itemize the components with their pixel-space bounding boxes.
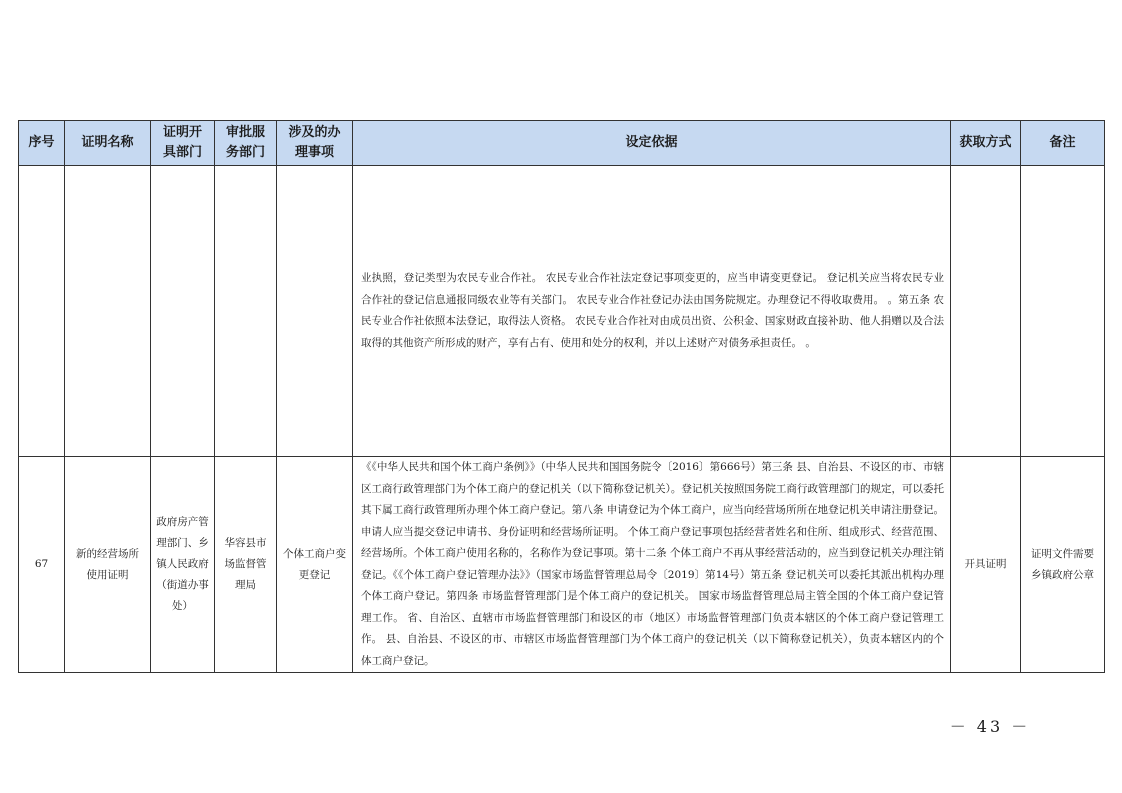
cell-basis — [353, 457, 951, 673]
cell-remark: 证明文件需要乡镇政府公章 — [1021, 457, 1105, 673]
certificate-table — [18, 120, 1105, 673]
cell-basis — [353, 166, 951, 457]
cell-approver — [215, 166, 277, 457]
table-row — [19, 166, 1105, 457]
cell-name — [65, 166, 151, 457]
header-row — [19, 121, 1105, 166]
header-name: 证明名称 — [65, 121, 151, 166]
table-row — [19, 457, 1105, 673]
cell-matter: 个体工商户变更登记 — [277, 457, 353, 673]
cell-seq: 67 — [19, 457, 65, 673]
basis-text: 业执照，登记类型为农民专业合作社。 农民专业合作社法定登记事项变更的，应当申请变更登记。 登记机关应当将农民专业合作社的登记信息通报同级农业等有关部门。 农民专业合作社登记办法由国务院规定。办理登记不得收取费用。 。第五条 农民专业合作社依照本法登记，取得法人资格。 农民专业合作社对由成员出资、公积金、国家财政直接补助、他人捐赠以及合法取得的其他资产所形成的财产，享有占有、使用和处分的权利，并以上述财产对债务承担责任。 。 — [361, 272, 944, 349]
cell-issuer — [151, 166, 215, 457]
cell-matter — [277, 166, 353, 457]
header-seq: 序号 — [19, 121, 65, 166]
header-approver: 审批服务部门 — [215, 121, 277, 166]
cell-method — [951, 166, 1021, 457]
header-matter: 涉及的办理事项 — [277, 121, 353, 166]
cell-method: 开具证明 — [951, 457, 1021, 673]
cell-approver: 华容县市场监督管理局 — [215, 457, 277, 673]
cell-seq — [19, 166, 65, 457]
header-method: 获取方式 — [951, 121, 1021, 166]
cell-remark — [1021, 166, 1105, 457]
page-number: － 43 － — [949, 717, 1031, 736]
cell-issuer: 政府房产管理部门、乡镇人民政府（街道办事处） — [151, 457, 215, 673]
header-remark: 备注 — [1021, 121, 1105, 166]
header-issuer: 证明开具部门 — [151, 121, 215, 166]
basis-text: 《《中华人民共和国个体工商户条例》》（中华人民共和国国务院令〔2016〕第666号）第三条 县、自治县、不设区的市、市辖区工商行政管理部门为个体工商户的登记机关（以下简称登记机关）。登记机关按照国务院工商行政管理部门的规定，可以委托其下属工商行政管理所办理个体工商户登记。第八条 申请登记为个体工商户，应当向经营场所所在地登记机关申请注册登记。申请人应当提交登记申请书、身份证明和经营场所证明。 个体工商户登记事项包括经营者姓名和住所、组成形式、经营范围、经营场所。个体工商户使用名称的，名称作为登记事项。第十二条 个体工商户不再从事经营活动的，应当到登记机关办理注销登记。《《个体工商户登记管理办法》》（国家市场监督管理总局令〔2019〕第14号）第五条 登记机关可以委托其派出机构办理个体工商户登记。第四条 市场监督管理部门是个体工商户的登记机关。 国家市场监督管理总局主管全国的个体工商户登记管理工作。 省、自治区、直辖市市场监督管理部门和设区的市（地区）市场监督管理部门负责本辖区的个体工商户登记管理工作。 县、自治县、不设区的市、市辖区市场监督管理部门为个体工商户的登记机关（以下简称登记机关），负责本辖区内的个体工商户登记。 — [361, 461, 944, 667]
header-basis: 设定依据 — [353, 121, 951, 166]
cell-name: 新的经营场所使用证明 — [65, 457, 151, 673]
